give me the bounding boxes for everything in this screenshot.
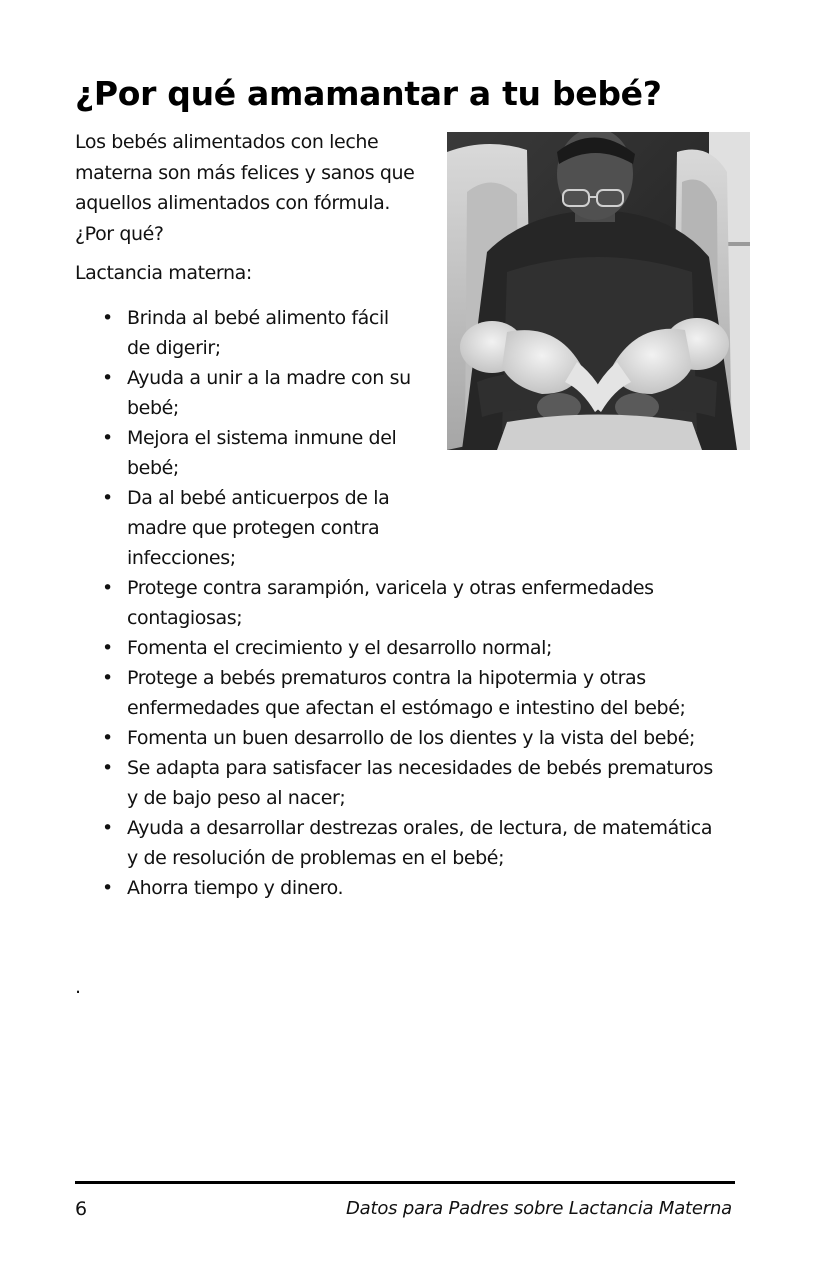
- bullet-icon: •: [102, 427, 113, 449]
- list-item: [75, 363, 417, 423]
- father-holding-twin-babies-photo: [447, 132, 750, 450]
- list-item: [75, 303, 417, 363]
- list-item-text: Fomenta el crecimiento y el desarrollo normal;: [127, 637, 553, 659]
- list-lead-in: Lactancia materna:: [75, 262, 252, 284]
- list-item: [75, 813, 725, 873]
- list-item: [75, 633, 725, 663]
- bullet-icon: •: [102, 487, 113, 509]
- page-number: 6: [75, 1198, 88, 1220]
- page-title: ¿Por qué amamantar a tu bebé?: [75, 74, 662, 113]
- list-item-text: Brinda al bebé alimento fácil de digerir;: [127, 307, 389, 359]
- list-item: [75, 573, 725, 633]
- list-item-text: Fomenta un buen desarrollo de los dientes y la vista del bebé;: [127, 727, 696, 749]
- list-item: [75, 483, 417, 573]
- list-item-text: Se adapta para satisfacer las necesidades de bebés prematuros y de bajo peso al nacer;: [127, 757, 713, 809]
- list-item: [75, 753, 725, 813]
- list-item-text: Ayuda a unir a la madre con su bebé;: [127, 367, 411, 419]
- list-item-text: Da al bebé anticuerpos de la madre que protegen contra infecciones;: [127, 487, 390, 569]
- list-item-text: Ahorra tiempo y dinero.: [127, 877, 344, 899]
- bullet-icon: •: [102, 757, 113, 779]
- list-item-text: Ayuda a desarrollar destrezas orales, de lectura, de matemática y de resolución de problemas en el bebé;: [127, 817, 713, 869]
- bullet-icon: •: [102, 637, 113, 659]
- bullet-icon: •: [102, 667, 113, 689]
- intro-paragraph: Los bebés alimentados con leche materna son más felices y sanos que aquellos alimentados con fórmula. ¿Por qué?: [75, 131, 415, 245]
- bullet-icon: •: [102, 577, 113, 599]
- list-item: [75, 873, 725, 903]
- list-item-text: Protege a bebés prematuros contra la hipotermia y otras enfermedades que afectan el estómago e intestino del bebé;: [127, 667, 686, 719]
- list-item-text: Mejora el sistema inmune del bebé;: [127, 427, 397, 479]
- bullet-icon: •: [102, 877, 113, 899]
- list-item: [75, 663, 725, 723]
- list-item-text: Protege contra sarampión, varicela y otras enfermedades contagiosas;: [127, 577, 654, 629]
- list-item: [75, 423, 417, 483]
- running-title: Datos para Padres sobre Lactancia Materna: [346, 1198, 732, 1219]
- bullet-icon: •: [102, 367, 113, 389]
- bullet-icon: •: [102, 817, 113, 839]
- list-item: [75, 723, 725, 753]
- bullet-icon: •: [102, 727, 113, 749]
- bullet-icon: •: [102, 307, 113, 329]
- trailing-mark: .: [75, 976, 82, 998]
- footer-divider: [75, 1181, 735, 1184]
